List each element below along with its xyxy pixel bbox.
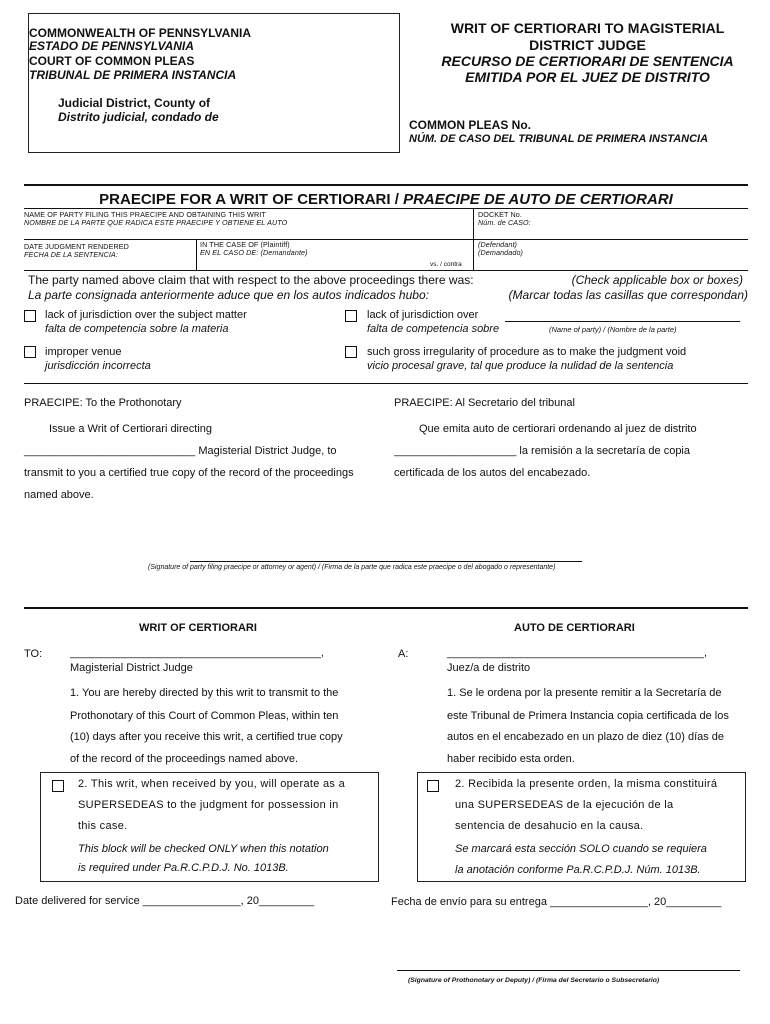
docket-label-es: Núm. de CASO: xyxy=(478,218,531,227)
option3-label: improper venue xyxy=(45,346,122,358)
option1-label-es: falta de competencia sobre la materia xyxy=(45,323,229,335)
defendant-label: (Defendant) xyxy=(478,240,518,249)
check-instruction-es: (Marcar todas las casillas que correspondan) xyxy=(508,288,748,302)
writ-p1-line: (10) days after you receive this writ, a certified true copy xyxy=(70,731,343,743)
writ-p1-es-line: 1. Se le ordena por la presente remitir a la Secretaría de xyxy=(447,687,722,699)
named-above-text: named above. xyxy=(24,489,94,501)
writ-p1-es-line: autos en el encabezado en un plazo de diez (10) días de xyxy=(447,731,725,743)
commonwealth-label: COMMONWEALTH OF PENNSYLVANIA xyxy=(29,26,251,40)
writ-p1-es-line: este Tribunal de Primera Instancia copia certificada de los xyxy=(447,710,729,722)
writ-to-label-es: A: xyxy=(398,648,409,660)
writ-p2-line: this case. xyxy=(78,820,128,832)
grid-line-1 xyxy=(24,208,748,209)
option2-name-line[interactable] xyxy=(505,321,740,322)
writ-title: WRIT OF CERTIORARI xyxy=(139,622,257,634)
option2-label: lack of jurisdiction over xyxy=(367,309,479,321)
writ-p2-note-line: is required under Pa.R.C.P.D.J. No. 1013B. xyxy=(78,862,289,874)
divider-top xyxy=(24,184,748,186)
magisterial-judge-label: Magisterial District Judge xyxy=(70,662,193,674)
writ-p2-note-es-line: Se marcará esta sección SOLO cuando se requiera xyxy=(455,843,707,855)
form-title-line3: RECURSO DE CERTIORARI DE SENTENCIA xyxy=(441,53,734,69)
option1-checkbox[interactable] xyxy=(24,310,36,322)
claim-text: The party named above claim that with respect to the above proceedings there was: xyxy=(28,273,474,287)
praecipe-to-label: PRAECIPE: To the Prothonotary xyxy=(24,397,182,409)
court-label: COURT OF COMMON PLEAS xyxy=(29,54,195,68)
tribunal-label: TRIBUNAL DE PRIMERA INSTANCIA xyxy=(29,68,237,82)
mdj-line-text[interactable]: ____________________________ Magisterial District Judge, to xyxy=(24,445,337,457)
prothonotary-signature-caption: (Signature of Prothonotary or Deputy) / (Firma del Secretario o Subsecretario) xyxy=(408,977,660,984)
plaintiff-label: IN THE CASE OF (Plaintiff) xyxy=(200,240,290,249)
date-rendered-label: DATE JUDGMENT RENDERED xyxy=(24,242,129,251)
divider-writ xyxy=(24,607,748,609)
writ-p2-note-es-line: la anotación conforme Pa.R.C.P.D.J. Núm. 1013B. xyxy=(455,864,701,876)
form-title-line1: WRIT OF CERTIORARI TO MAGISTERIAL xyxy=(450,20,725,36)
writ-p1-line: 1. You are hereby directed by this writ to transmit to the xyxy=(70,687,339,699)
option2-label-es: falta de competencia sobre xyxy=(367,323,500,335)
option2-name-caption: (Name of party) / (Nombre de la parte) xyxy=(549,325,677,334)
divider-praecipe xyxy=(24,383,748,384)
supersedeas-checkbox-es[interactable] xyxy=(427,780,439,792)
judicial-district-label: Judicial District, County of xyxy=(58,96,211,110)
distrito-judicial-label: Distrito judicial, condado de xyxy=(58,110,219,124)
mdj-line-text-es[interactable]: ____________________ la remisión a la secretaría de copia xyxy=(394,445,690,457)
option1-label: lack of jurisdiction over the subject matter xyxy=(45,309,247,321)
writ-p2-es-line: sentencia de desahucio en la causa. xyxy=(455,820,644,832)
writ-p2-line: SUPERSEDEAS to the judgment for possession in xyxy=(78,799,339,811)
party-name-label: NAME OF PARTY FILING THIS PRAECIPE AND OBTAINING THIS WRIT xyxy=(24,210,266,219)
writ-p1-es-line: haber recibido esta orden. xyxy=(447,753,575,765)
praecipe-title-en: PRAECIPE FOR A WRIT OF CERTIORARI / xyxy=(99,191,404,208)
writ-title-es: AUTO DE CERTIORARI xyxy=(514,622,635,634)
party-name-field[interactable] xyxy=(24,226,473,238)
praecipe-signature-caption: (Signature of party filing praecipe or attorney or agent) / (Firma de la parte que radica este praecipe o del abogado o representante) xyxy=(148,564,556,571)
docket-field[interactable] xyxy=(474,226,748,238)
option3-label-es: jurisdicción incorrecta xyxy=(45,360,151,372)
writ-p2-line: 2. This writ, when received by you, will operate as a xyxy=(78,778,345,790)
issue-writ-text: Issue a Writ of Certiorari directing xyxy=(49,423,213,435)
party-name-label-es: NOMBRE DE LA PARTE QUE RADICA ESTE PRAECIPE Y OBTIENE EL AUTO xyxy=(24,218,288,227)
grid-vline-date xyxy=(196,239,197,270)
praecipe-signature-line[interactable] xyxy=(190,561,582,562)
praecipe-title xyxy=(24,191,748,208)
date-rendered-label-es: FECHA DE LA SENTENCIA: xyxy=(24,250,118,259)
writ-to-line-es[interactable]: __________________________________________, xyxy=(447,647,707,659)
grid-line-3 xyxy=(24,270,748,271)
praecipe-title-es: PRAECIPE DE AUTO DE CERTIORARI xyxy=(403,191,673,208)
writ-p1-line: Prothonotary of this Court of Common Pleas, within ten xyxy=(70,710,339,722)
date-delivered[interactable]: Date delivered for service ________________, 20_________ xyxy=(15,895,315,907)
grid-line-2 xyxy=(24,239,748,240)
docket-label: DOCKET No. xyxy=(478,210,523,219)
writ-to-line[interactable]: _________________________________________, xyxy=(70,647,324,659)
option4-checkbox[interactable] xyxy=(345,346,357,358)
estado-label: ESTADO DE PENNSYLVANIA xyxy=(29,39,194,53)
option3-checkbox[interactable] xyxy=(24,346,36,358)
plaintiff-label-es: EN EL CASO DE: (Demandante) xyxy=(200,248,308,257)
common-pleas-no-label: COMMON PLEAS No. xyxy=(409,118,531,132)
check-instruction: (Check applicable box or boxes) xyxy=(571,273,743,287)
grid-vline-docket xyxy=(473,208,474,270)
magisterial-judge-label-es: Juez/a de distrito xyxy=(447,662,531,674)
praecipe-to-label-es: PRAECIPE: Al Secretario del tribunal xyxy=(394,397,575,409)
option4-label: such gross irregularity of procedure as to make the judgment void xyxy=(367,346,687,358)
writ-to-label: TO: xyxy=(24,648,43,660)
writ-p1-line: of the record of the proceedings named above. xyxy=(70,753,299,765)
transmit-text: transmit to you a certified true copy of the record of the proceedings xyxy=(24,467,354,479)
writ-p2-note-line: This block will be checked ONLY when this notation xyxy=(78,843,329,855)
claim-text-es: La parte consignada anteriormente aduce que en los autos indicados hubo: xyxy=(28,288,429,302)
prothonotary-signature-line[interactable] xyxy=(397,970,740,971)
supersedeas-checkbox[interactable] xyxy=(52,780,64,792)
form-title-line4: EMITIDA POR EL JUEZ DE DISTRITO xyxy=(465,69,710,85)
form-title-line2: DISTRICT JUDGE xyxy=(529,37,646,53)
option4-label-es: vicio procesal grave, tal que produce la nulidad de la sentencia xyxy=(367,360,674,372)
vs-label: vs. / contra xyxy=(430,261,462,268)
defendant-label-es: (Demandado) xyxy=(478,248,524,257)
date-delivered-es[interactable]: Fecha de envío para su entrega ________________, 20_________ xyxy=(391,896,722,908)
option2-checkbox[interactable] xyxy=(345,310,357,322)
issue-writ-text-es: Que emita auto de certiorari ordenando al juez de distrito xyxy=(419,423,697,435)
case-number-label-es: NÚM. DE CASO DEL TRIBUNAL DE PRIMERA INSTANCIA xyxy=(409,133,709,145)
transmit-text-es: certificada de los autos del encabezado. xyxy=(394,467,591,479)
writ-p2-es-line: una SUPERSEDEAS de la ejecución de la xyxy=(455,799,674,811)
writ-p2-es-line: 2. Recibida la presente orden, la misma constituirá xyxy=(455,778,718,790)
